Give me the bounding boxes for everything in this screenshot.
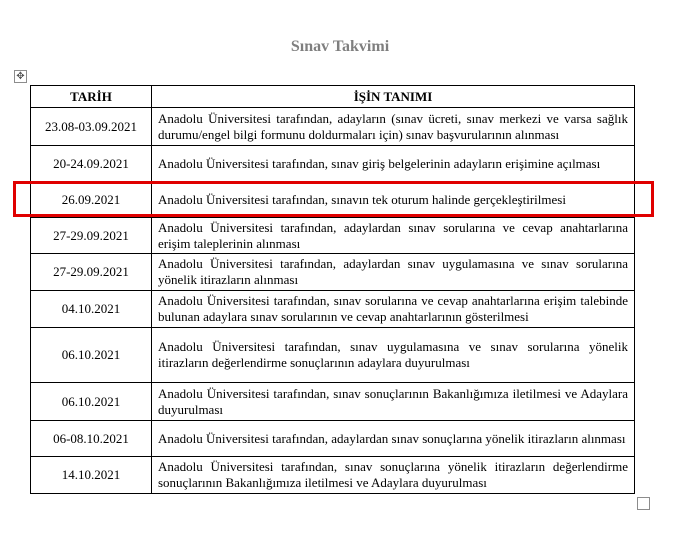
table-header-row [31,86,635,108]
table-row [31,421,635,457]
row-description: Anadolu Üniversitesi tarafından, sınav giriş belgelerinin adayların erişimine açılması [152,146,635,182]
table-row [31,291,635,328]
date-column-header: TARİH [31,86,152,108]
table-resize-handle[interactable] [637,497,650,510]
table-row [31,108,635,146]
row-description: Anadolu Üniversitesi tarafından, sınav uygulamasına ve sınav sorularına yönelik itirazların değerlendirme sonuçlarının adaylara duyurulması [152,328,635,383]
row-description: Anadolu Üniversitesi tarafından, sınav sorularına ve cevap anahtarlarına erişim talebinde bulunan adaylara sınav sorularının ve cevap anahtarlarının gösterilmesi [152,291,635,328]
row-date: 06-08.10.2021 [31,421,152,457]
page-title: Sınav Takvimi [290,38,390,55]
table-move-handle-icon[interactable]: ✥ [14,70,27,83]
highlight-box [13,181,654,217]
row-date: 06.10.2021 [31,328,152,383]
exam-schedule-table [30,85,635,494]
row-date: 20-24.09.2021 [31,146,152,182]
row-description: Anadolu Üniversitesi tarafından, adaylardan sınav sonuçlarına yönelik itirazların alınması [152,421,635,457]
row-date: 04.10.2021 [31,291,152,328]
row-description: Anadolu Üniversitesi tarafından, sınavın tek oturum halinde gerçekleştirilmesi [152,182,635,218]
row-description: Anadolu Üniversitesi tarafından, sınav sonuçlarının Bakanlığımıza iletilmesi ve Adaylara duyurulması [152,383,635,421]
row-description: Anadolu Üniversitesi tarafından, adayların (sınav ücreti, sınav merkezi ve varsa sağlık durumu/engel bilgi formunu doldurmaları için) sınav başvurularının alınması [152,108,635,146]
row-description: Anadolu Üniversitesi tarafından, sınav sonuçlarına yönelik itirazların değerlendirme sonuçlarının Bakanlığımıza iletilmesi ve Adaylara duyurulması [152,457,635,494]
row-description: Anadolu Üniversitesi tarafından, adaylardan sınav uygulamasına ve sınav sorularına yönelik itirazların alınması [152,254,635,291]
row-date: 23.08-03.09.2021 [31,108,152,146]
row-date: 26.09.2021 [31,182,152,218]
row-date: 27-29.09.2021 [31,218,152,254]
description-column-header: İŞİN TANIMI [152,86,635,108]
row-date: 14.10.2021 [31,457,152,494]
table-row [31,383,635,421]
table-row [31,328,635,383]
table-row [31,146,635,182]
table-row [31,254,635,291]
row-date: 06.10.2021 [31,383,152,421]
table-row [31,218,635,254]
table-row [31,457,635,494]
row-description: Anadolu Üniversitesi tarafından, adaylardan sınav sorularına ve cevap anahtarlarına erişim taleplerinin alınması [152,218,635,254]
row-date: 27-29.09.2021 [31,254,152,291]
